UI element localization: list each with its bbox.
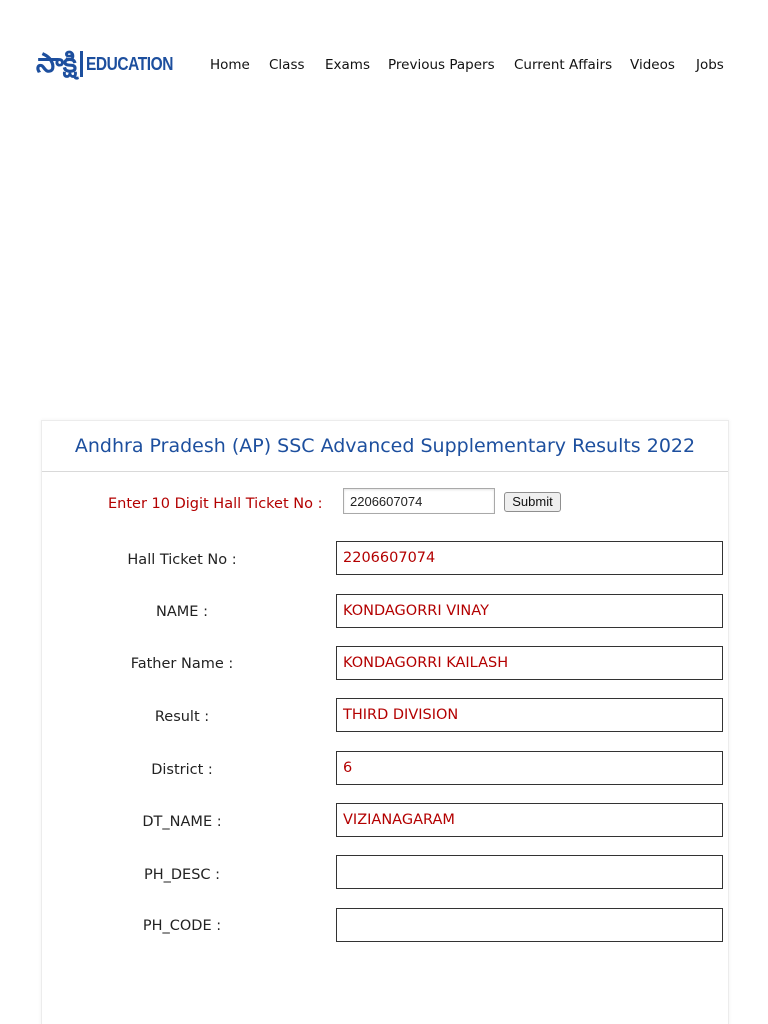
nav-current-affairs[interactable]: Current Affairs <box>514 57 613 73</box>
nav-videos[interactable]: Videos <box>630 57 675 73</box>
hall-ticket-prompt: Enter 10 Digit Hall Ticket No : <box>108 496 323 512</box>
main-nav <box>0 54 768 76</box>
logo-text: EDUCATION <box>85 54 173 74</box>
submit-button[interactable]: Submit <box>504 492 561 512</box>
name-label: NAME : <box>156 604 208 620</box>
nav-class[interactable]: Class <box>269 57 305 73</box>
hall-ticket-input[interactable] <box>343 488 495 514</box>
nav-home[interactable]: Home <box>210 57 250 73</box>
nav-jobs[interactable]: Jobs <box>696 57 724 73</box>
ph-desc-label: PH_DESC : <box>143 867 221 883</box>
logo-mark: సాక్షి <box>36 48 76 79</box>
results-title: Andhra Pradesh (AP) SSC Advanced Supplementary Results 2022 <box>42 421 728 472</box>
hall-ticket-label: Hall Ticket No : <box>127 552 237 568</box>
ph-code-value <box>336 908 723 942</box>
name-value: KONDAGORRI VINAY <box>336 594 723 628</box>
nav-previous-papers[interactable]: Previous Papers <box>388 57 495 73</box>
father-name-label: Father Name : <box>130 656 234 672</box>
district-label: District : <box>151 762 213 778</box>
district-value: 6 <box>336 751 723 785</box>
dt-name-value: VIZIANAGARAM <box>336 803 723 837</box>
ph-code-label: PH_CODE : <box>142 918 222 934</box>
result-label: Result : <box>154 709 210 725</box>
father-name-value: KONDAGORRI KAILASH <box>336 646 723 680</box>
result-value: THIRD DIVISION <box>336 698 723 732</box>
ph-desc-value <box>336 855 723 889</box>
dt-name-label: DT_NAME : <box>142 814 222 830</box>
hall-ticket-value: 2206607074 <box>336 541 723 575</box>
site-header <box>0 0 768 128</box>
results-card <box>41 420 729 1024</box>
nav-exams[interactable]: Exams <box>325 57 370 73</box>
